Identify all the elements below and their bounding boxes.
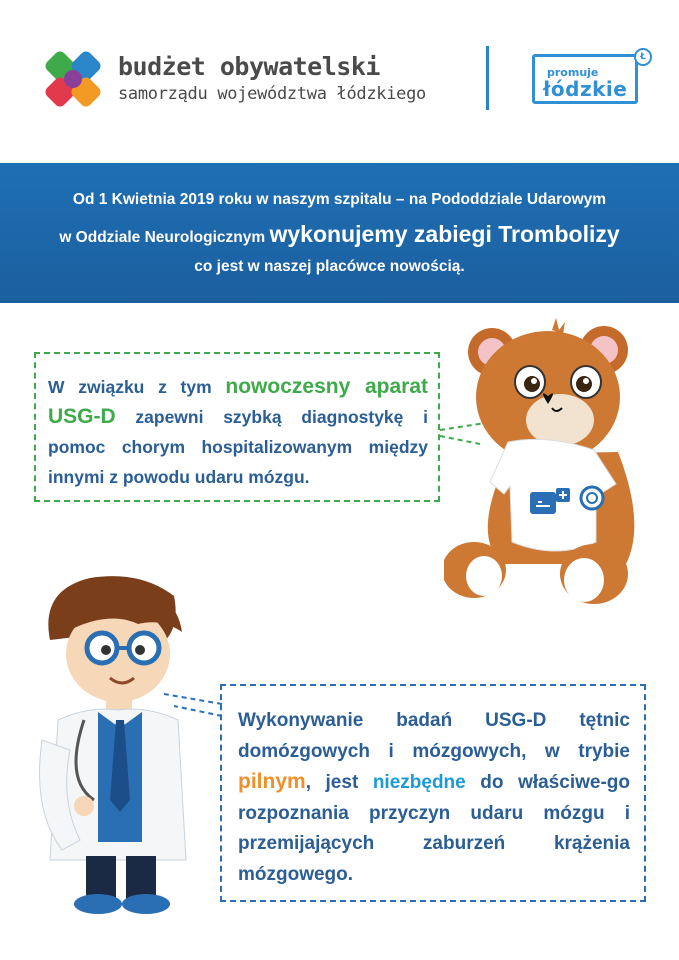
box2-emph-cyan: niezbędne	[372, 772, 466, 793]
title-line-2: samorządu województwa łódzkiego	[118, 84, 426, 104]
box1-highlight: nowoczesny aparat USG-D	[48, 375, 428, 428]
speech-tail-blue	[160, 690, 222, 740]
promo-frame	[532, 54, 638, 104]
currency-coin-icon: Ł	[634, 48, 652, 66]
header-divider	[486, 46, 489, 110]
announcement-banner	[0, 163, 679, 303]
promo-big-text: łódzkie	[543, 77, 628, 101]
title-line-1: budżet obywatelski	[118, 52, 380, 81]
banner-line-2-prefix: w Oddziale Neurologicznym	[59, 229, 270, 246]
box1-prefix: W związku z tym	[48, 377, 226, 397]
promo-small-text: promuje	[547, 66, 599, 79]
banner-line-2	[0, 221, 679, 248]
usg-procedure-text	[238, 706, 630, 890]
promuje-lodzkie-logo	[532, 48, 644, 106]
box2-part1: Wykonywanie badań USG-D tętnic domózgowych i mózgowych, w trybie	[238, 710, 630, 762]
usg-info-box	[34, 352, 440, 502]
usg-info-text	[48, 372, 428, 492]
banner-emphasis: wykonujemy zabiegi Trombolizy	[269, 221, 620, 247]
box1-suffix: zapewni szybką diagnostykę i pomoc chorym hospitalizowanym między innymi z powodu udaru mózgu.	[48, 407, 428, 487]
usg-procedure-box	[220, 684, 646, 902]
banner-line-3: co jest w naszej placówce nowością.	[194, 258, 465, 275]
banner-line-1: Od 1 Kwietnia 2019 roku w naszym szpitalu – na Pododdziale Udarowym	[72, 191, 607, 208]
box2-part2: , jest	[305, 772, 373, 793]
budget-logo-icon	[42, 48, 104, 110]
box2-emph-orange: pilnym	[238, 770, 306, 793]
teddy-bear-illustration	[444, 312, 644, 612]
doctor-illustration	[22, 570, 222, 920]
box2-part3: do właściwe-go rozpoznania przyczyn udaru mózgu i przemijających zaburzeń krążenia mózgowego.	[238, 772, 630, 885]
